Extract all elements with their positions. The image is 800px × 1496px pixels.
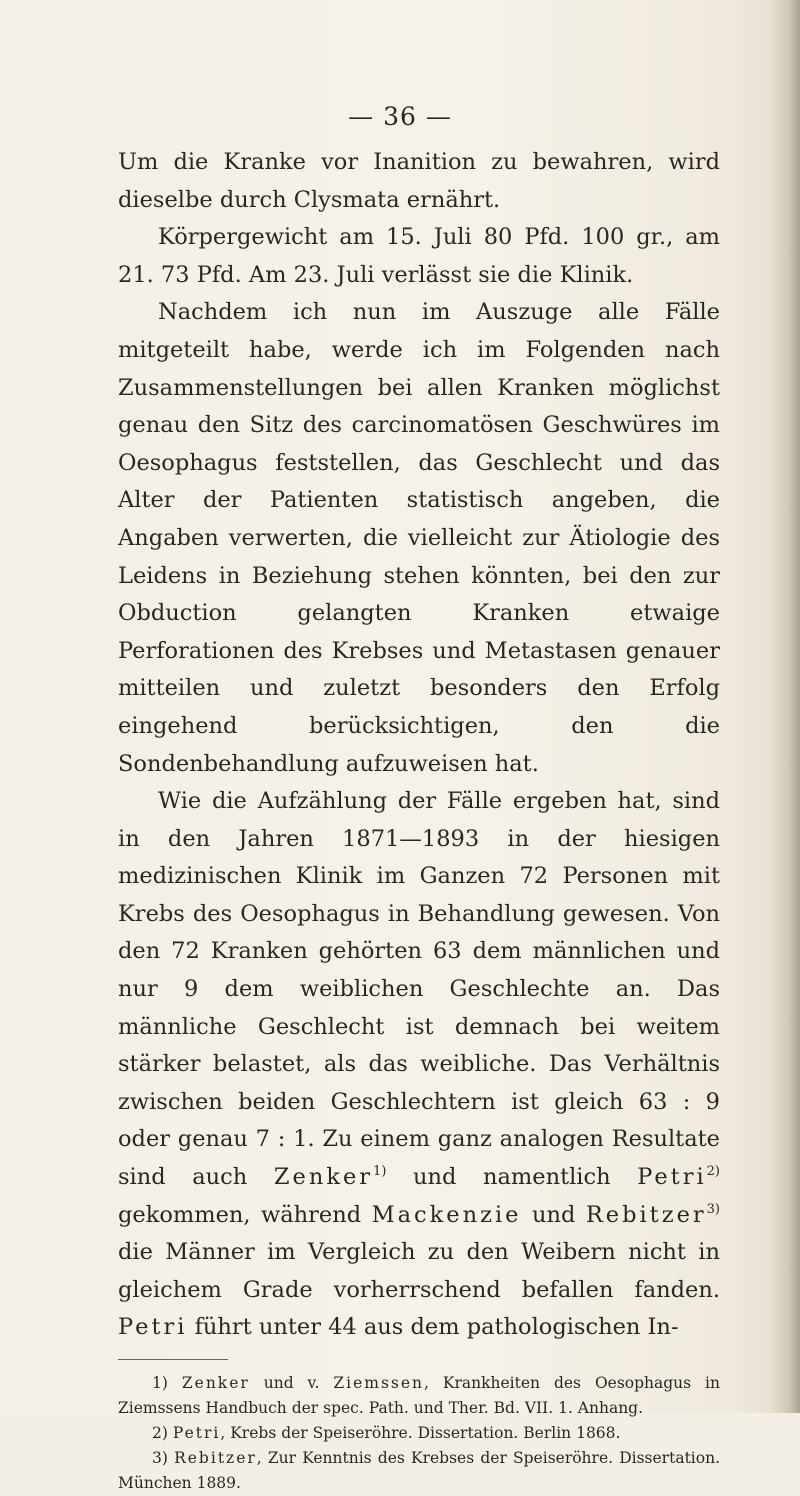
footnote-author: Zenker xyxy=(181,1374,250,1392)
paragraph-4-text-4: und xyxy=(521,1201,586,1228)
footnote-3 xyxy=(118,1446,720,1496)
footnote-ref-2: 2) xyxy=(706,1164,720,1180)
footnote-2 xyxy=(118,1421,720,1446)
footnote-author-2: Ziemssen xyxy=(333,1374,425,1392)
paragraph-3: Nachdem ich nun im Auszuge alle Fälle mitgeteilt habe, werde ich im Folgenden nach Zusammenstellungen bei allen Kranken möglichst genau den Sitz des carcinomatösen Geschwüres im Oesophagus feststellen, das Geschlecht und das Alter der Patienten statistisch angeben, die Angaben verwerten, die vielleicht zur Ätiologie des Leidens in Beziehung stehen könnten, bei den zur Obduction gelangten Kranken etwaige Perforationen des Krebses und Metastasen genauer mitteilen und zuletzt besonders den Erfolg eingehend berücksichtigen, den die Sondenbehandlung aufzuweisen hat. xyxy=(118,299,720,777)
footnote-text: , Krankheiten des Oesophagus in Ziemssens Handbuch der spec. Path. und Ther. Bd. VII. 1. Anhang. xyxy=(118,1374,720,1417)
paragraph-4 xyxy=(118,783,720,1347)
author-rebitzer: Rebitzer xyxy=(585,1201,707,1228)
footnote-1 xyxy=(118,1371,720,1421)
footnote-author: Rebitzer xyxy=(174,1449,257,1467)
paragraph-1: Um die Kranke vor Inanition zu bewahren, wird dieselbe durch Clysmata ernährt. xyxy=(118,149,720,213)
footnote-author: Petri xyxy=(172,1424,221,1442)
footnotes xyxy=(118,1371,720,1496)
footnote-number: 2) xyxy=(152,1424,168,1442)
footnote-ref-1: 1) xyxy=(373,1164,387,1180)
paragraph-4-text-5: die Männer im Vergleich zu den Weibern nicht in gleichem Grade vorherrschend befallen fanden. xyxy=(118,1239,720,1303)
body-text xyxy=(118,144,720,1347)
footnote-divider xyxy=(118,1359,228,1360)
author-petri-2: Petri xyxy=(118,1314,188,1341)
author-zenker: Zenker xyxy=(273,1164,374,1191)
footnote-number: 1) xyxy=(152,1374,168,1392)
author-petri: Petri xyxy=(637,1164,707,1191)
footnote-text: , Zur Kenntnis des Krebses der Speiseröhre. Dissertation. München 1889. xyxy=(118,1449,720,1492)
footnote-text: und v. xyxy=(249,1374,334,1392)
paragraph-4-text-2: und namentlich xyxy=(386,1164,638,1191)
page-number: — 36 — xyxy=(348,102,452,131)
author-mackenzie: Mackenzie xyxy=(371,1201,522,1228)
paragraph-2: Körpergewicht am 15. Juli 80 Pfd. 100 gr., am 21. 73 Pfd. Am 23. Juli verlässt sie die Klinik. xyxy=(118,224,720,288)
page-edge-shadow xyxy=(770,0,800,1413)
footnote-text: , Krebs der Speiseröhre. Dissertation. Berlin 1868. xyxy=(220,1424,621,1442)
paragraph-4-text-1: Wie die Aufzählung der Fälle ergeben hat, sind in den Jahren 1871—1893 in der hiesigen medizinischen Klinik im Ganzen 72 Personen mit Krebs des Oesophagus in Behandlung gewesen. Von den 72 Kranken gehörten 63 dem männlichen und nur 9 dem weiblichen Geschlechte an. Das männliche Geschlecht ist demnach bei weitem stärker belastet, als das weibliche. Das Verhältnis zwischen beiden Geschlechtern ist gleich 63 : 9 oder genau 7 : 1. Zu einem ganz analogen Resultate sind auch xyxy=(118,788,720,1191)
footnote-number: 3) xyxy=(152,1449,168,1467)
footnote-ref-3: 3) xyxy=(706,1201,720,1217)
paragraph-4-text-3: gekommen, während xyxy=(118,1201,372,1228)
paragraph-4-text-6: führt unter 44 aus dem pathologischen In- xyxy=(187,1314,679,1341)
